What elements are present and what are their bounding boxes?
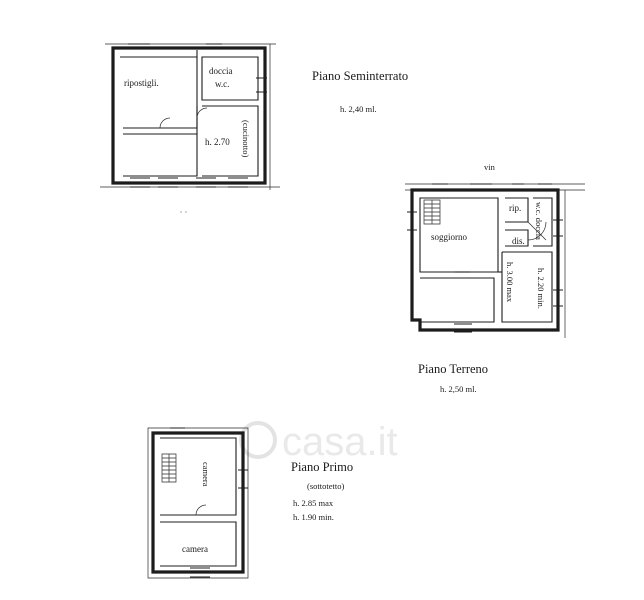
- room-doccia: doccia: [209, 66, 233, 76]
- stairs-terreno: [424, 200, 440, 224]
- room-camera-upper: camera: [201, 462, 211, 487]
- floor-title-seminterrato: Piano Seminterrato: [312, 69, 409, 83]
- floor-height-seminterrato: h. 2,40 ml.: [340, 104, 377, 114]
- room-camera-lower: camera: [182, 544, 208, 554]
- floor-height-max-primo: h. 2.85 max: [293, 498, 334, 508]
- plan-seminterrato: [100, 44, 408, 212]
- plan-terreno: [405, 162, 585, 394]
- floor-title-terreno: Piano Terreno: [418, 362, 489, 376]
- room-cucinotto: (cucinotto): [241, 120, 251, 158]
- room-h-min: h. 2.20 min.: [536, 268, 546, 309]
- room-wc-doccia: w.c. doccia: [534, 202, 544, 240]
- stairs-primo: [162, 454, 176, 482]
- room-wc: w.c.: [215, 79, 230, 89]
- room-dis: dis.: [512, 236, 525, 246]
- floor-height-min-primo: h. 1.90 min.: [293, 512, 334, 522]
- room-h-max: h. 3.00 max: [505, 262, 515, 303]
- floor-subtitle-primo: (sottotetto): [307, 481, 345, 491]
- watermark: [241, 420, 398, 464]
- floor-height-terreno: h. 2,50 ml.: [440, 384, 477, 394]
- room-soggiorno: soggiorno: [431, 232, 467, 242]
- street-label: vin: [484, 162, 495, 172]
- room-ripostiglio: ripostigli.: [124, 78, 159, 88]
- room-height-note: h. 2.70: [205, 137, 230, 147]
- room-rip: rip.: [509, 203, 522, 213]
- floor-title-primo: Piano Primo: [291, 460, 354, 474]
- watermark-text: casa.it: [282, 420, 398, 464]
